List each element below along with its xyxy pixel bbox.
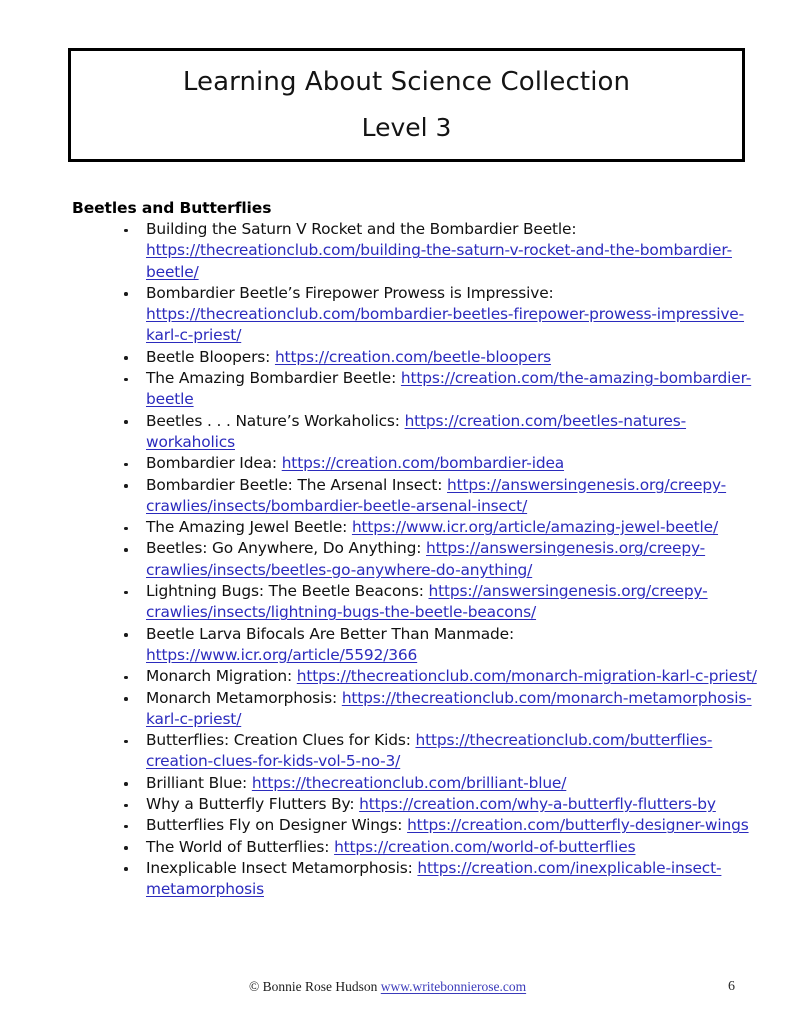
list-item-link[interactable]: https://thecreationclub.com/building-the-saturn-v-rocket-and-the-bombardier-beetle/ — [146, 241, 732, 281]
list-item-label: Beetle Bloopers: — [146, 347, 275, 366]
list-item — [114, 624, 762, 667]
list-item — [114, 453, 762, 474]
list-item — [114, 773, 762, 794]
list-item-link[interactable]: https://answersingenesis.org/creepy-crawlies/insects/beetles-go-anywhere-do-anything/ — [146, 539, 706, 579]
list-item-link[interactable]: https://www.icr.org/article/amazing-jewel-beetle/ — [351, 518, 719, 537]
list-item-link[interactable]: https://thecreationclub.com/bombardier-beetles-firepower-prowess-impressive-karl-c-priest/ — [146, 305, 745, 345]
list-item — [114, 666, 762, 687]
list-item-label: The World of Butterflies: — [146, 837, 335, 856]
list-item-label: The Amazing Bombardier Beetle: — [146, 369, 401, 388]
list-item-link[interactable]: https://answersingenesis.org/creepy-crawlies/insects/bombardier-beetle-arsenal-insect/ — [146, 475, 727, 515]
footer-website-link[interactable]: www.writebonnierose.com — [380, 979, 527, 994]
list-item — [114, 858, 762, 901]
footer-copyright — [249, 978, 526, 996]
list-item-label: Bombardier Beetle: The Arsenal Insect: — [146, 475, 448, 494]
list-item-link[interactable]: https://creation.com/inexplicable-insect-metamorphosis — [146, 858, 722, 899]
list-item — [114, 347, 762, 368]
list-item-label: Beetles . . . Nature’s Workaholics: — [146, 411, 405, 430]
list-item — [114, 517, 762, 538]
list-item-link[interactable]: https://creation.com/butterfly-designer-wings — [407, 816, 749, 835]
page-number: 6 — [728, 979, 735, 994]
list-item-link[interactable]: https://creation.com/beetle-bloopers — [274, 347, 552, 366]
page-footer — [0, 978, 791, 1002]
list-item-label: Butterflies Fly on Designer Wings: — [146, 816, 408, 835]
resource-link-list — [114, 219, 762, 901]
list-item-label: Lightning Bugs: The Beetle Beacons: — [146, 582, 429, 601]
list-item — [114, 219, 762, 283]
document-subtitle-level: Level 3 — [361, 113, 452, 142]
list-item-label: Beetle Larva Bifocals Are Better Than Manmade: — [146, 624, 514, 643]
list-item-label: Monarch Metamorphosis: — [146, 688, 342, 707]
list-item-label: Inexplicable Insect Metamorphosis: — [146, 858, 418, 877]
list-item — [114, 794, 762, 815]
list-item — [114, 688, 762, 731]
list-item-link[interactable]: https://creation.com/beetles-natures-workaholics — [146, 411, 687, 451]
section-heading: Beetles and Butterflies — [72, 199, 272, 217]
list-item-link[interactable]: https://thecreationclub.com/monarch-metamorphosis-karl-c-priest/ — [146, 688, 752, 728]
list-item-label: Bombardier Idea: — [146, 454, 282, 473]
list-item-label: Why a Butterfly Flutters By: — [146, 795, 360, 814]
list-item — [114, 283, 762, 347]
list-item-label: Monarch Migration: — [146, 667, 297, 686]
list-item-label: Butterflies: Creation Clues for Kids: — [146, 731, 416, 750]
list-item — [114, 411, 762, 454]
list-item — [114, 730, 762, 773]
list-item-link[interactable]: https://thecreationclub.com/brilliant-blue/ — [251, 773, 567, 792]
list-item — [114, 475, 762, 518]
list-item-label: Building the Saturn V Rocket and the Bombardier Beetle: — [146, 220, 577, 238]
list-item-link[interactable]: https://thecreationclub.com/butterflies-creation-clues-for-kids-vol-5-no-3/ — [146, 731, 713, 771]
list-item-link[interactable]: https://thecreationclub.com/monarch-migration-karl-c-priest/ — [296, 667, 757, 686]
list-item-link[interactable]: https://answersingenesis.org/creepy-crawlies/insects/lightning-bugs-the-beetle-beacons/ — [146, 582, 708, 622]
list-item-label: Brilliant Blue: — [146, 773, 252, 792]
list-item — [114, 538, 762, 581]
footer-copyright-text: © Bonnie Rose Hudson — [249, 979, 381, 994]
list-item-link[interactable]: https://creation.com/why-a-butterfly-flutters-by — [359, 795, 716, 814]
document-title: Learning About Science Collection — [182, 67, 631, 97]
list-item-link[interactable]: https://www.icr.org/article/5592/366 — [146, 645, 418, 664]
list-item — [114, 815, 762, 836]
list-item-label: Beetles: Go Anywhere, Do Anything: — [146, 539, 427, 558]
list-item-label: The Amazing Jewel Beetle: — [146, 518, 352, 537]
list-item — [114, 581, 762, 624]
list-item-link[interactable]: https://creation.com/bombardier-idea — [281, 454, 565, 473]
list-item — [114, 837, 762, 858]
list-item-link[interactable]: https://creation.com/the-amazing-bombardier-beetle — [146, 369, 752, 409]
list-item-label: Bombardier Beetle’s Firepower Prowess is Impressive: — [146, 283, 554, 302]
title-box — [68, 48, 745, 162]
list-item-link[interactable]: https://creation.com/world-of-butterflies — [334, 837, 636, 856]
list-item — [114, 368, 762, 411]
